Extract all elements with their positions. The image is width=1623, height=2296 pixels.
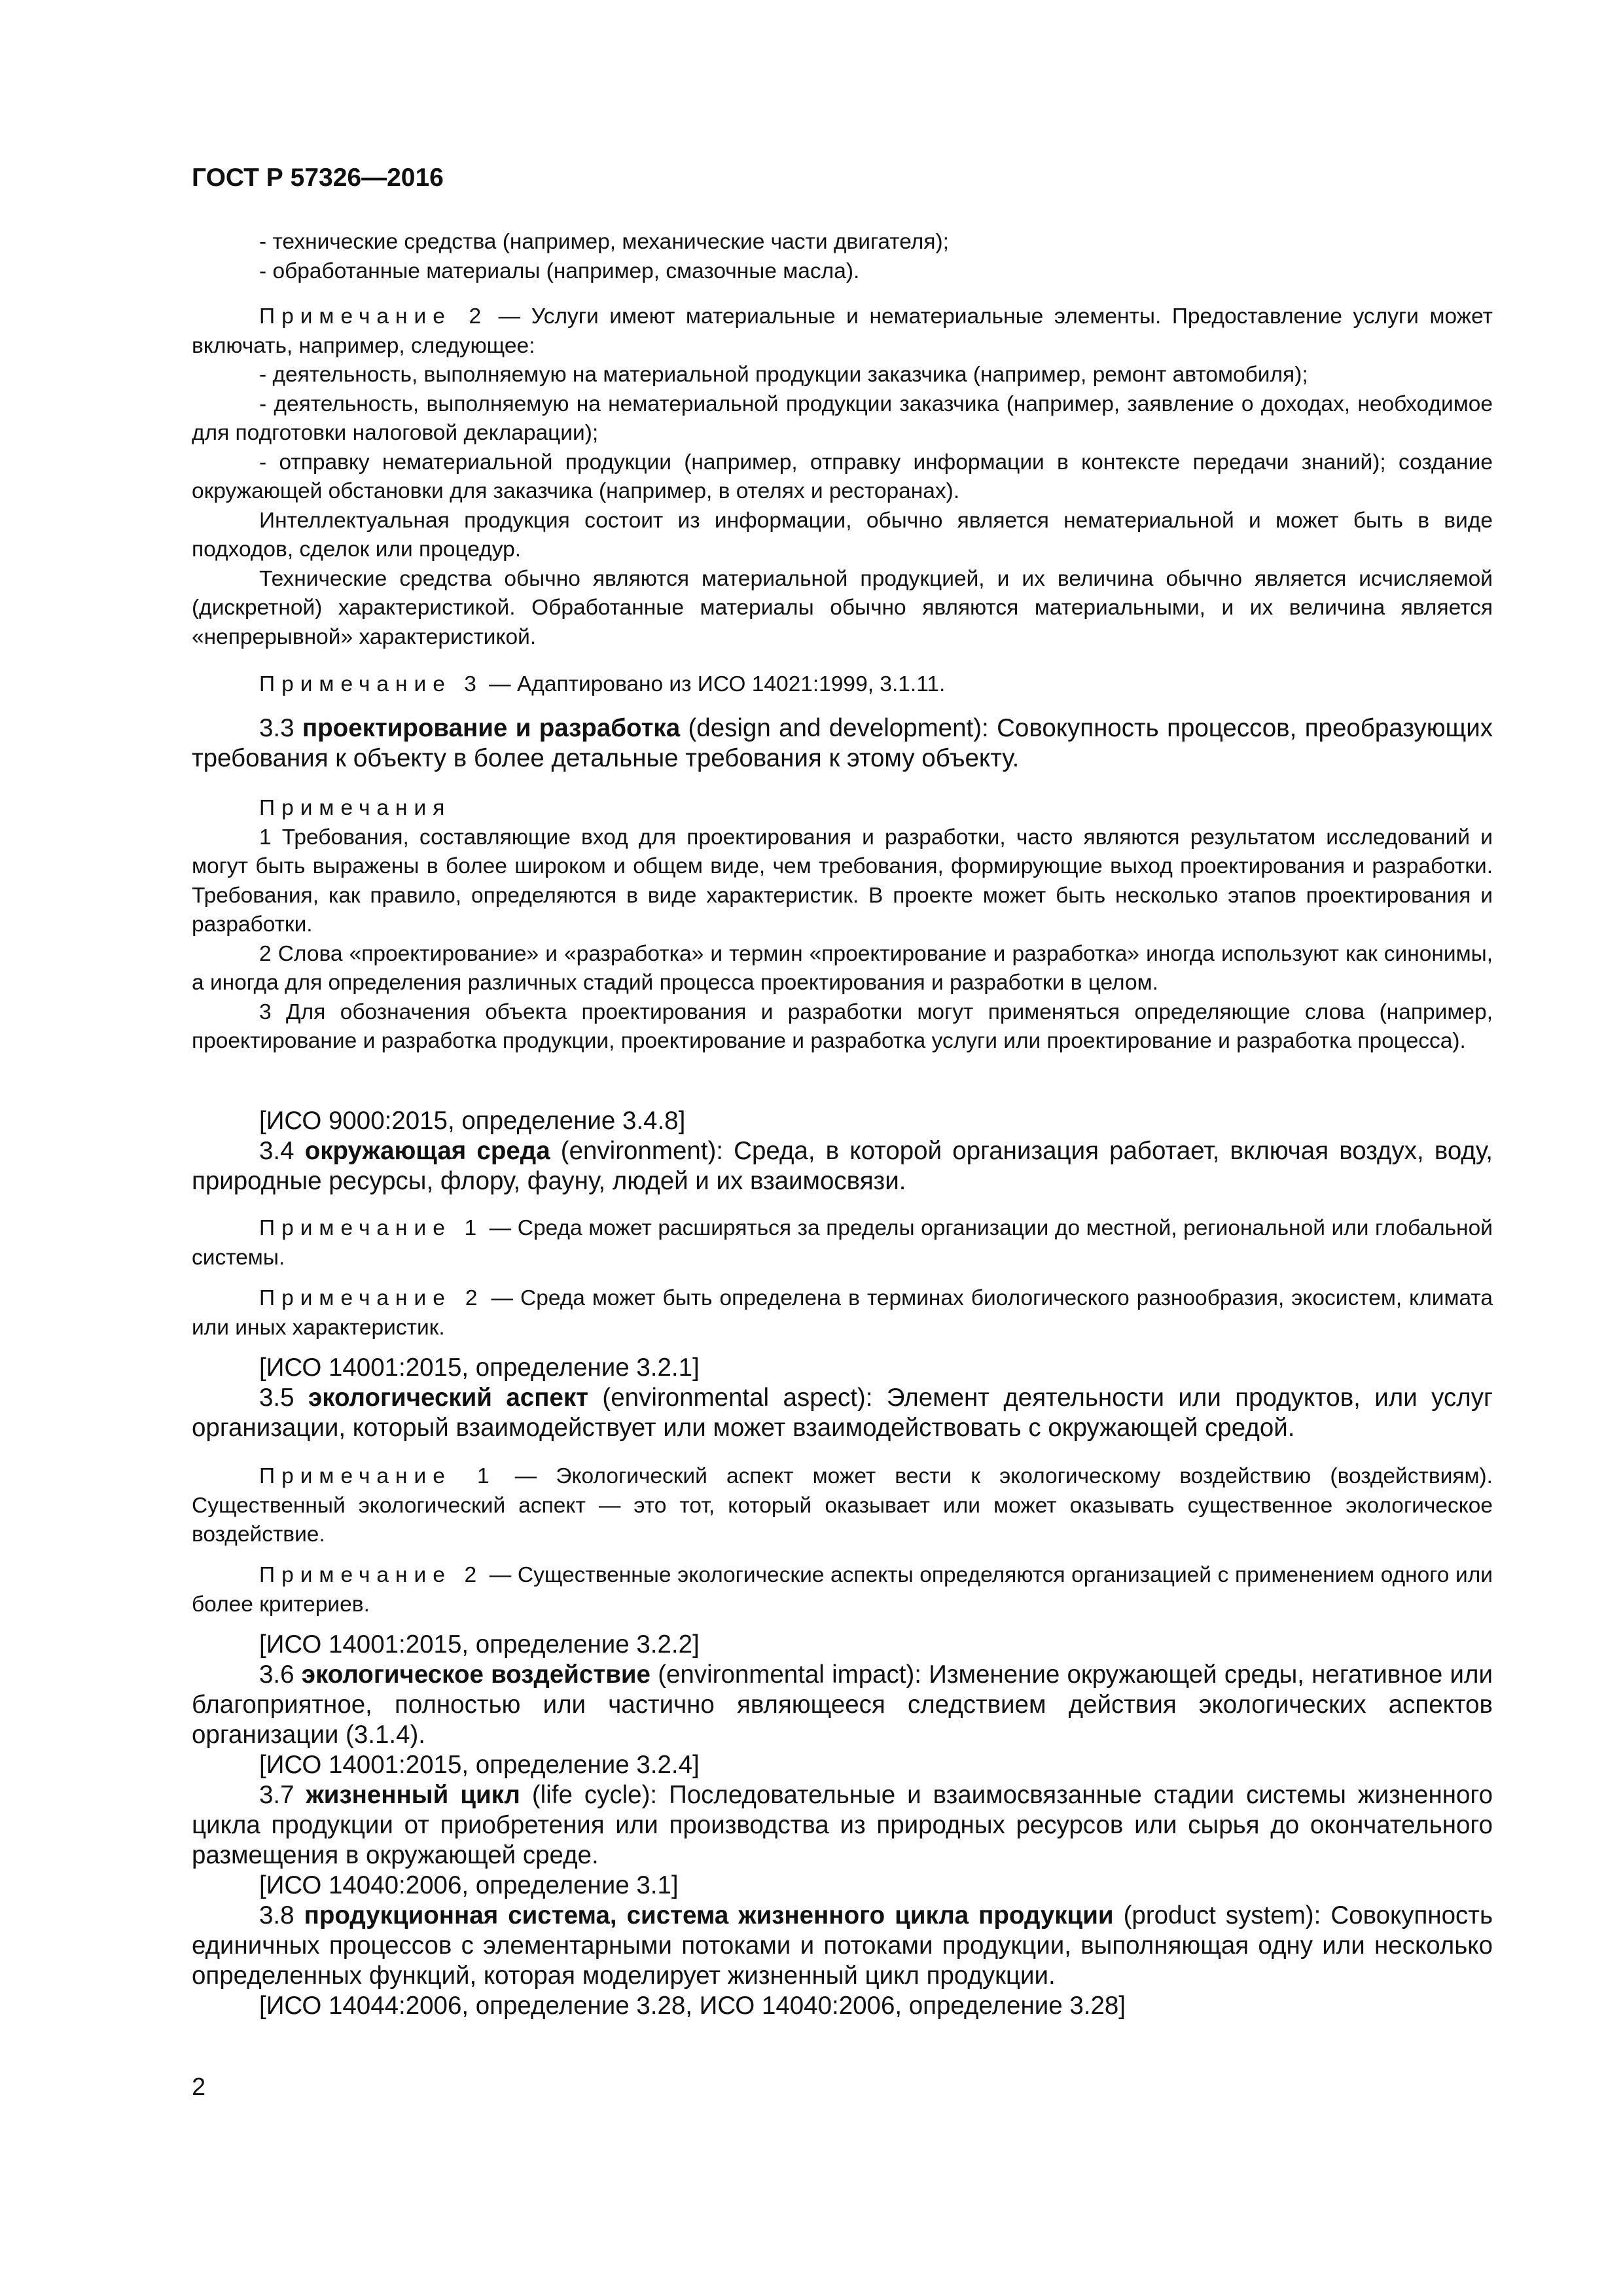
definition-text: (environmental impact): Изменение окружающей среды, негативное или благоприятное, полностью или частично являющееся следствием действия экологических аспектов организации (3.1.4). [192,1660,1493,1749]
source-reference: [ИСО 9000:2015, определение 3.4.8] [259,1107,686,1135]
page-number: 2 [192,2073,206,2101]
note-text: — Среда может быть определена в терминах биологического разнообразия, экосистем, климата или иных характеристик. [192,1286,1493,1340]
document-header: ГОСТ Р 57326—2016 [192,164,444,192]
note-label: Примечание 1 [259,1464,496,1488]
note-text: — Экологический аспект может вести к экологическому воздействию (воздействиям). Существенный экологический аспект — это тот, который оказывает или может оказывать существенное экологическое воздействие. [192,1464,1493,1547]
note-paragraph: Технические средства обычно являются материальной продукцией, и их величина обычно является исчисляемой (дискретной) характеристикой. Обработанные материалы обычно являются материальными, и их величина является «непрерывной» характеристикой. [192,566,1493,649]
notes-heading [192,794,1493,823]
term-number: 3.4 [259,1137,305,1165]
note-paragraph [192,1284,1493,1342]
note-label: Примечание 1 [259,1216,484,1240]
note-paragraph: - отправку нематериальной продукции (например, отправку информации в контексте передачи знаний); создание окружающей обстановки для заказчика (например, в отелях и ресторанах). [192,450,1493,503]
source-reference: [ИСО 14001:2015, определение 3.2.4] [259,1751,700,1779]
definition-3-5 [192,1353,1493,1443]
note-label: Примечание 2 [259,304,488,329]
note-paragraph [192,1561,1493,1619]
definitions-3-6-to-3-8 [192,1630,1493,2021]
note-paragraph: - деятельность, выполняемую на нематериальной продукции заказчика (например, заявление о доходах, необходимое для подготовки налоговой декларации); [192,391,1493,445]
note-label: Примечание 3 [259,672,483,696]
definition-text: (environmental aspect): Элемент деятельности или продуктов, или услуг организации, который взаимодействует или может взаимодействовать с окружающей средой. [192,1384,1493,1442]
list-item: - обработанные материалы (например, смазочные масла). [259,259,860,283]
notes-block [192,794,1493,1056]
definition-text: (product system): Совокупность единичных процессов с элементарными потоками и потоками продукции, выполняющая одну или несколько определенных функций, которая моделирует жизненный цикл продукции. [192,1901,1493,1990]
definition-paragraph [192,1136,1493,1196]
source-reference: [ИСО 14001:2015, определение 3.2.2] [259,1630,700,1659]
definition-text: (design and development): Совокупность процессов, преобразующих требования к объекту в более детальные требования к этому объекту. [192,714,1493,772]
source-reference: [ИСО 14044:2006, определение 3.28, ИСО 14040:2006, определение 3.28] [259,1992,1126,2020]
note-paragraph: Интеллектуальная продукция состоит из информации, обычно является нематериальной и может быть в виде подходов, сделок или процедур. [192,508,1493,562]
definition-paragraph [192,1780,1493,1871]
note-block [192,1561,1493,1619]
term: экологическое воздействие [301,1660,651,1689]
definition-3-4 [192,1106,1493,1196]
term: проектирование и разработка [302,714,681,742]
list-item: - технические средства (например, механические части двигателя); [259,230,949,254]
definition-paragraph [192,713,1493,774]
definition-3-3 [192,713,1493,774]
note-block [192,1462,1493,1550]
note-paragraph [192,1214,1493,1272]
note-paragraph: 2 Слова «проектирование» и «разработка» и термин «проектирование и разработка» иногда используют как синонимы, а иногда для определения различных стадий процесса проектирования и разработки в целом. [192,941,1493,995]
note-block [192,670,1493,700]
note-paragraph [192,302,1493,361]
note-block [192,302,1493,652]
term-number: 3.3 [259,714,302,742]
term: окружающая среда [304,1137,550,1165]
note-text: — Адаптировано из ИСО 14021:1999, 3.1.11. [482,672,946,696]
note-paragraph [192,670,1493,700]
note-text: — Среда может расширяться за пределы организации до местной, региональной или глобальной системы. [192,1216,1493,1270]
definition-text: (environment): Среда, в которой организация работает, включая воздух, воду, природные ресурсы, флору, фауну, людей и их взаимосвязи. [192,1137,1493,1195]
definition-paragraph [192,1901,1493,1991]
source-reference: [ИСО 14001:2015, определение 3.2.1] [259,1354,700,1382]
note-label: Примечание 2 [259,1286,484,1310]
note-block [192,1214,1493,1272]
definition-paragraph [192,1383,1493,1443]
note-paragraph: 1 Требования, составляющие вход для проектирования и разработки, часто являются результатом исследований и могут быть выражены в более широком и общем виде, чем требования, формирующие выход проектирования и разработки. Требования, как правило, определяются в виде характеристик. В проекте может быть несколько этапов проектирования и разработки. [192,825,1493,937]
term-number: 3.5 [259,1384,308,1412]
continuation-list [192,228,1493,286]
note-text: — Существенные экологические аспекты определяются организацией с применением одного или более критериев. [192,1563,1493,1617]
term-number: 3.7 [259,1781,306,1809]
note-text: — Услуги имеют материальные и нематериальные элементы. Предоставление услуги может включать, например, следующее: [192,304,1493,358]
definition-paragraph [192,1660,1493,1750]
term-number: 3.6 [259,1660,302,1689]
note-label: Примечание 2 [259,1563,484,1587]
note-paragraph: 3 Для обозначения объекта проектирования и разработки могут применяться определяющие слова (например, проектирование и разработка продукции, проектирование и разработка услуги или проектирование и разработка процесса). [192,999,1493,1053]
source-reference: [ИСО 14040:2006, определение 3.1] [259,1871,679,1899]
term: жизненный цикл [306,1781,520,1809]
note-block [192,1284,1493,1342]
term: экологический аспект [308,1384,589,1412]
notes-heading-text: Примечания [259,796,452,820]
note-paragraph: - деятельность, выполняемую на материальной продукции заказчика (например, ремонт автомобиля); [259,363,1308,387]
term-number: 3.8 [259,1901,304,1929]
definition-text: (life cycle): Последовательные и взаимосвязанные стадии системы жизненного цикла продукции от приобретения или производства из природных ресурсов или сырья до окончательного размещения в окружающей среде. [192,1781,1493,1869]
term: продукционная система, система жизненного цикла продукции [304,1901,1114,1929]
note-paragraph [192,1462,1493,1550]
